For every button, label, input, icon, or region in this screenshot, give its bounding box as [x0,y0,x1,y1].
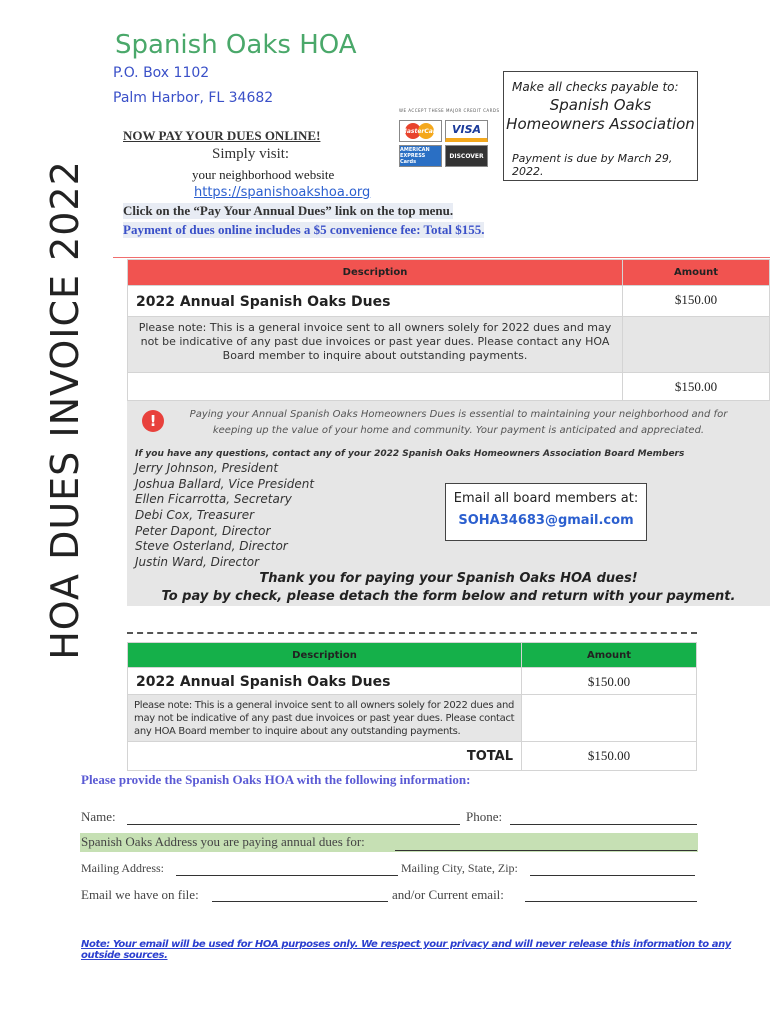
website-link[interactable]: https://spanishoakshoa.org [194,185,371,200]
invoice-total-amount: $150.00 [623,373,770,401]
convenience-fee: Payment of dues online includes a $5 convenience fee: Total $155. [123,222,485,237]
current-email-field[interactable] [525,901,697,902]
phone-label: Phone: [466,809,503,824]
discover-icon: DISCOVER [445,145,488,167]
email-board-label: Email all board members at: [453,491,639,506]
board-member: Peter Dapont, Director [135,524,271,538]
detach-instructions: To pay by check, please detach the form below and return with your payment. [161,589,736,604]
visa-icon: VISA [445,120,488,142]
board-member: Debi Cox, Treasurer [135,508,255,522]
thank-you: Thank you for paying your Spanish Oaks HOA dues! [259,571,638,586]
amex-icon: AMERICAN EXPRESS Cards [399,145,442,167]
remit-note: Please note: This is a general invoice sent to all owners solely for 2022 dues and may not be indicative of any past due invoices or past year dues. Please contact any HOA Board member to inquire about any outstanding payments. [128,695,522,742]
board-member: Justin Ward, Director [135,555,260,569]
remit-item-amount: $150.00 [522,668,697,695]
paying-note: Paying your Annual Spanish Oaks Homeowners Dues is essential to maintaining your neighborhood and for keeping up the value of your home and community. Your payment is anticipated and appreciated. [189,409,728,436]
remit-total-label: TOTAL [128,742,522,771]
address-field[interactable] [395,850,697,851]
board-member: Jerry Johnson, President [135,461,279,475]
payee-line1: Spanish Oaks [549,96,652,114]
checks-label: Make all checks payable to: [512,80,679,94]
cards-header: WE ACCEPT THESE MAJOR CREDIT CARDS [399,108,500,113]
address-label: Spanish Oaks Address you are paying annual dues for: [81,834,365,849]
privacy-note: Note: Your email will be used for HOA purposes only. We respect your privacy and will never release this information to any outside sources. [81,939,731,961]
col-amount: Amount [623,260,770,286]
remit-col-amount: Amount [522,643,697,668]
email-file-label: Email we have on file: [81,887,199,902]
po-box: P.O. Box 1102 [113,65,210,81]
remit-table [127,642,697,771]
board-member: Joshua Ballard, Vice President [135,477,315,491]
board-member: Steve Osterland, Director [135,539,288,553]
board-member: Ellen Ficarrotta, Secretary [135,492,292,506]
vertical-title [40,160,90,660]
name-label: Name: [81,809,116,824]
divider [113,257,770,258]
mailing-label: Mailing Address: [81,861,164,875]
name-field[interactable] [127,824,460,825]
mailing-field[interactable] [176,875,398,876]
phone-field[interactable] [510,824,697,825]
board-email-link[interactable]: SOHA34683@gmail.com [458,513,634,528]
mailing-city-label: Mailing City, State, Zip: [401,861,518,875]
invoice-table [127,259,770,401]
form-prompt: Please provide the Spanish Oaks HOA with the following information: [81,772,471,787]
vertical-title-text: HOA DUES INVOICE 2022 [43,160,87,660]
payee [504,96,697,134]
credit-cards-logo [397,108,500,170]
detach-line [127,632,697,634]
simply-visit: Simply visit: [212,146,290,162]
click-instructions: Click on the “Pay Your Annual Dues” link on the top menu. [123,203,454,218]
email-file-field[interactable] [212,901,388,902]
questions-label: If you have any questions, contact any of your 2022 Spanish Oaks Homeowners Association Board Members [135,449,685,459]
email-board-box [445,483,647,541]
invoice-item-amount: $150.00 [623,286,770,317]
page-title: Spanish Oaks HOA [115,30,357,60]
invoice-item: 2022 Annual Spanish Oaks Dues [128,286,623,317]
city-address: Palm Harbor, FL 34682 [113,90,274,106]
pay-online-heading: NOW PAY YOUR DUES ONLINE! [123,128,321,143]
mailing-city-field[interactable] [530,875,695,876]
invoice-note: Please note: This is a general invoice sent to all owners solely for 2022 dues and may not be indicative of any past due invoices or past year dues. Please contact any HOA Board member to inquire about outstanding payments. [128,317,623,373]
payment-due: Payment is due by March 29, 2022. [512,152,673,178]
col-description: Description [128,260,623,286]
mastercard-icon: MasterCard [399,120,442,142]
remit-item: 2022 Annual Spanish Oaks Dues [128,668,522,695]
alert-icon: ! [142,410,164,432]
remit-col-description: Description [128,643,522,668]
checks-payable-box [503,71,698,181]
website-label: your neighborhood website [192,167,335,182]
payee-line2: Homeowners Association [506,115,695,133]
remit-total-amount: $150.00 [522,742,697,771]
current-email-label: and/or Current email: [392,887,504,902]
